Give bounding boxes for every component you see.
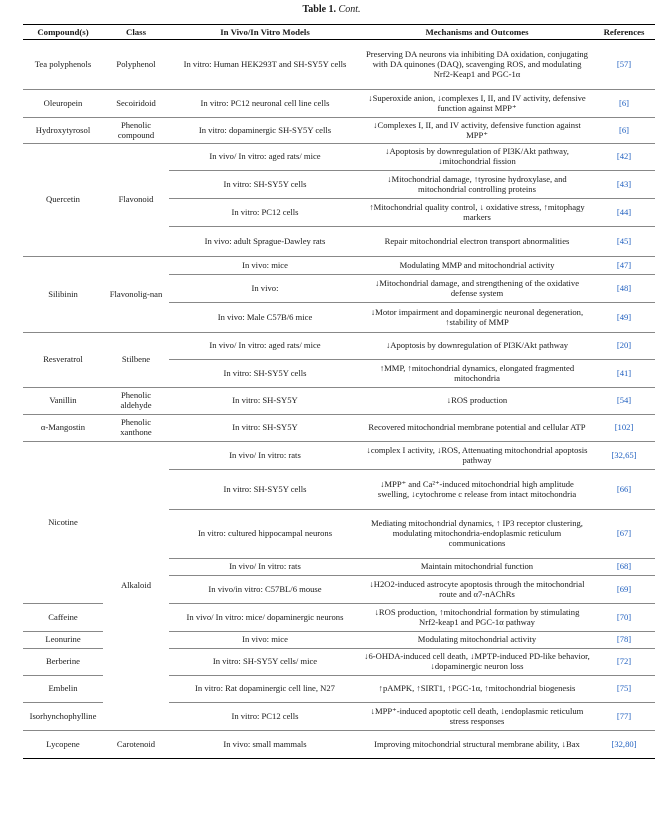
- model-cell: In vitro: SH-SY5Y cells: [169, 470, 361, 510]
- compound-cell: Leonurine: [23, 632, 103, 649]
- reference-link[interactable]: [72]: [593, 649, 655, 676]
- class-cell: Flavonoid: [103, 144, 169, 257]
- reference-link[interactable]: [67]: [593, 510, 655, 559]
- mechanism-cell: ↓Superoxide anion, ↓complexes I, II, and IV activity, defensive function against MPP⁺: [361, 90, 593, 118]
- table-row: [23, 415, 655, 442]
- mechanism-cell: Repair mitochondrial electron transport abnormalities: [361, 227, 593, 257]
- reference-link[interactable]: [77]: [593, 703, 655, 731]
- model-cell: In vitro: cultured hippocampal neurons: [169, 510, 361, 559]
- mechanism-cell: ↓ROS production, ↑mitochondrial formation by stimulating Nrf2-keap1 and PGC-1α pathway: [361, 604, 593, 632]
- reference-link[interactable]: [75]: [593, 676, 655, 703]
- mechanism-cell: ↓Apoptosis by downregulation of PI3K/Akt pathway, ↓mitochondrial fission: [361, 144, 593, 171]
- model-cell: In vitro: PC12 cells: [169, 703, 361, 731]
- reference-link[interactable]: [102]: [593, 415, 655, 442]
- model-cell: In vivo: adult Sprague-Dawley rats: [169, 227, 361, 257]
- reference-link[interactable]: [42]: [593, 144, 655, 171]
- model-cell: In vitro: PC12 cells: [169, 199, 361, 227]
- model-cell: In vivo/ In vitro: rats: [169, 559, 361, 576]
- compound-cell: Hydroxytyrosol: [23, 118, 103, 144]
- header-row: [23, 25, 655, 40]
- class-cell: Phenolic aldehyde: [103, 388, 169, 415]
- reference-link[interactable]: [6]: [593, 118, 655, 144]
- model-cell: In vivo: Male C57B/6 mice: [169, 303, 361, 333]
- compound-cell: Quercetin: [23, 144, 103, 257]
- header-references: References: [593, 25, 655, 40]
- class-cell: Flavonolig-nan: [103, 257, 169, 333]
- class-cell: Phenolic compound: [103, 118, 169, 144]
- reference-link[interactable]: [20]: [593, 333, 655, 360]
- compound-cell: Berberine: [23, 649, 103, 676]
- reference-link[interactable]: [32,65]: [593, 442, 655, 470]
- reference-link[interactable]: [49]: [593, 303, 655, 333]
- reference-link[interactable]: [47]: [593, 257, 655, 275]
- reference-link[interactable]: [43]: [593, 171, 655, 199]
- model-cell: In vivo: small mammals: [169, 731, 361, 759]
- mechanism-cell: ↓Motor impairment and dopaminergic neuronal degeneration, ↑stability of MMP: [361, 303, 593, 333]
- model-cell: In vitro: SH-SY5Y cells/ mice: [169, 649, 361, 676]
- mechanism-cell: ↓H2O2-induced astrocyte apoptosis through the mitochondrial route and α7-nAChRs: [361, 576, 593, 604]
- compound-cell: Silibinin: [23, 257, 103, 333]
- model-cell: In vivo/ In vitro: aged rats/ mice: [169, 333, 361, 360]
- mechanism-cell: ↓Mitochondrial damage, ↑tyrosine hydroxylase, and mitochondrial controlling proteins: [361, 171, 593, 199]
- reference-link[interactable]: [32,80]: [593, 731, 655, 759]
- caption-label: Table 1.: [302, 4, 337, 15]
- reference-link[interactable]: [78]: [593, 632, 655, 649]
- table-row: [23, 90, 655, 118]
- mechanism-cell: Maintain mitochondrial function: [361, 559, 593, 576]
- compound-cell: Isorhynchophylline: [23, 703, 103, 731]
- table-row: [23, 40, 655, 90]
- mechanism-cell: ↓ROS production: [361, 388, 593, 415]
- class-cell: Polyphenol: [103, 40, 169, 90]
- mechanism-cell: Improving mitochondrial structural membrane ability, ↓Bax: [361, 731, 593, 759]
- reference-link[interactable]: [68]: [593, 559, 655, 576]
- mechanism-cell: ↓Mitochondrial damage, and strengthening of the oxidative defense system: [361, 275, 593, 303]
- model-cell: In vivo/ In vitro: rats: [169, 442, 361, 470]
- data-table: [23, 24, 655, 759]
- table-row: [23, 731, 655, 759]
- compound-cell: Lycopene: [23, 731, 103, 759]
- mechanism-cell: Modulating mitochondrial activity: [361, 632, 593, 649]
- model-cell: In vivo/in vitro: C57BL/6 mouse: [169, 576, 361, 604]
- header-class: Class: [103, 25, 169, 40]
- class-cell: Secoiridoid: [103, 90, 169, 118]
- mechanism-cell: Preserving DA neurons via inhibiting DA oxidation, conjugating with DA quinones (DAQ), scavenging ROS, and modulating Nrf2-Keap1 and PGC-1α: [361, 40, 593, 90]
- model-cell: In vivo: mice: [169, 632, 361, 649]
- model-cell: In vitro: Human HEK293T and SH-SY5Y cells: [169, 40, 361, 90]
- model-cell: In vivo/ In vitro: mice/ dopaminergic neurons: [169, 604, 361, 632]
- mechanism-cell: ↓MPP⁺ and Ca²⁺-induced mitochondrial high amplitude swelling, ↓cytochrome c release from intact mitochondria: [361, 470, 593, 510]
- model-cell: In vitro: SH-SY5Y: [169, 388, 361, 415]
- class-cell: Carotenoid: [103, 731, 169, 759]
- mechanism-cell: Recovered mitochondrial membrane potential and cellular ATP: [361, 415, 593, 442]
- compound-cell: Caffeine: [23, 604, 103, 632]
- compound-cell: Vanillin: [23, 388, 103, 415]
- mechanism-cell: ↓6-OHDA-induced cell death, ↓MPTP-induced PD-like behavior, ↓dopaminergic neuron loss: [361, 649, 593, 676]
- mechanism-cell: Mediating mitochondrial dynamics, ↑ IP3 receptor clustering, modulating mitochondria-endoplasmic reticulum communications: [361, 510, 593, 559]
- mechanism-cell: Modulating MMP and mitochondrial activity: [361, 257, 593, 275]
- reference-link[interactable]: [54]: [593, 388, 655, 415]
- table-row: [23, 257, 655, 275]
- table-row: [23, 388, 655, 415]
- model-cell: In vitro: Rat dopaminergic cell line, N27: [169, 676, 361, 703]
- model-cell: In vivo/ In vitro: aged rats/ mice: [169, 144, 361, 171]
- header-models: In Vivo/In Vitro Models: [169, 25, 361, 40]
- mechanism-cell: ↑MMP, ↑mitochondrial dynamics, elongated fragmented mitochondria: [361, 360, 593, 388]
- model-cell: In vitro: PC12 neuronal cell line cells: [169, 90, 361, 118]
- caption-cont: Cont.: [338, 4, 361, 15]
- model-cell: In vitro: SH-SY5Y cells: [169, 360, 361, 388]
- compound-cell: Resveratrol: [23, 333, 103, 388]
- compound-cell: Tea polyphenols: [23, 40, 103, 90]
- model-cell: In vitro: SH-SY5Y cells: [169, 171, 361, 199]
- table-row: [23, 144, 655, 171]
- model-cell: In vitro: SH-SY5Y: [169, 415, 361, 442]
- table-row: [23, 118, 655, 144]
- header-compound: Compound(s): [23, 25, 103, 40]
- mechanism-cell: ↓MPP⁺-induced apoptotic cell death, ↓endoplasmic reticulum stress responses: [361, 703, 593, 731]
- compound-cell: Nicotine: [23, 442, 103, 604]
- reference-link[interactable]: [44]: [593, 199, 655, 227]
- class-cell: Alkaloid: [103, 442, 169, 731]
- reference-link[interactable]: [6]: [593, 90, 655, 118]
- mechanism-cell: ↑Mitochondrial quality control, ↓ oxidative stress, ↑mitophagy markers: [361, 199, 593, 227]
- mechanism-cell: ↓Apoptosis by downregulation of PI3K/Akt pathway: [361, 333, 593, 360]
- class-cell: Stilbene: [103, 333, 169, 388]
- reference-link[interactable]: [48]: [593, 275, 655, 303]
- compound-cell: Oleuropein: [23, 90, 103, 118]
- reference-link[interactable]: [70]: [593, 604, 655, 632]
- table-caption: [0, 4, 663, 15]
- reference-link[interactable]: [57]: [593, 40, 655, 90]
- mechanism-cell: ↓Complexes I, II, and IV activity, defensive function against MPP⁺: [361, 118, 593, 144]
- reference-link[interactable]: [66]: [593, 470, 655, 510]
- reference-link[interactable]: [41]: [593, 360, 655, 388]
- model-cell: In vivo: mice: [169, 257, 361, 275]
- reference-link[interactable]: [45]: [593, 227, 655, 257]
- compound-cell: α-Mangostin: [23, 415, 103, 442]
- mechanism-cell: ↓complex I activity, ↓ROS, Attenuating mitochondrial apoptosis pathway: [361, 442, 593, 470]
- class-cell: Phenolic xanthone: [103, 415, 169, 442]
- compound-cell: Embelin: [23, 676, 103, 703]
- model-cell: In vitro: dopaminergic SH-SY5Y cells: [169, 118, 361, 144]
- header-mechanisms: Mechanisms and Outcomes: [361, 25, 593, 40]
- table-row: [23, 442, 655, 470]
- reference-link[interactable]: [69]: [593, 576, 655, 604]
- table-row: [23, 333, 655, 360]
- mechanism-cell: ↑pAMPK, ↑SIRT1, ↑PGC-1α, ↑mitochondrial biogenesis: [361, 676, 593, 703]
- model-cell: In vivo:: [169, 275, 361, 303]
